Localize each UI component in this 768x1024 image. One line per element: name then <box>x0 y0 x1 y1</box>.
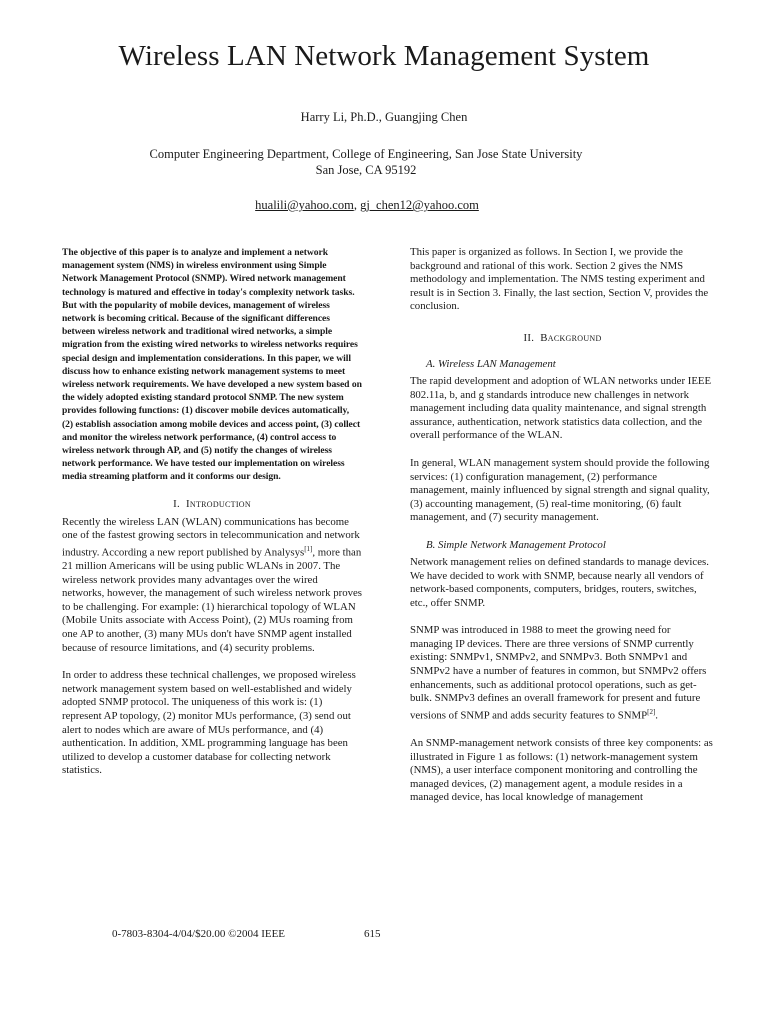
affiliation <box>0 146 732 178</box>
background-paragraph-1: The rapid development and adoption of WLAN networks under IEEE 802.11a, b, and g standards introduce new challenges in network management including data quality maintenance, and signal strength assurance, authentication, network statistics data collection, and the overall performance of the WLAN. <box>410 374 712 442</box>
page-number: 615 <box>364 928 381 940</box>
affiliation-address: San Jose, CA 95192 <box>315 163 417 177</box>
email-separator: , <box>353 198 357 212</box>
author-list: Harry Li, Ph.D., Guangjing Chen <box>300 110 468 124</box>
intro-text-a: Recently the wireless LAN (WLAN) communications has become one of the fastest growing sectors in telecommunication and network industry. According a new report published by Analysys <box>62 515 360 559</box>
section-number: II. <box>523 331 535 344</box>
affiliation-line: Computer Engineering Department, College of Engineering, San Jose State University <box>149 147 583 161</box>
snmp-paragraph-2 <box>410 624 715 723</box>
section-title: Background <box>540 331 602 344</box>
copyright-notice: 0-7803-8304-4/04/$20.00 ©2004 IEEE <box>112 928 286 940</box>
subsection-heading-b: B. Simple Network Management Protocol <box>426 538 606 551</box>
section-title: Introduction <box>185 497 251 510</box>
intro-text-b: , more than 21 million Americans will be using public WLANs in 2007. The wireless network provides many advantages over the wired networks, however, the management of such wireless network proves to be challenging. For example: (1) hierarchical topology of WLAN (Mobile Units associate with Access Point), (2) MUs roaming from one AP to another, (3) many MUs don't have SNMP agent installed because of resource limitations, and (4) security problems. <box>62 546 362 654</box>
snmp-paragraph-1: Network management relies on defined standards to manage devices. We have decided to work with SNMP, because nearly all vendors of network-based components, computers, bridges, routers, switches, etc., offer SNMP. <box>410 555 709 609</box>
snmp-text-a: SNMP was introduced in 1988 to meet the growing need for managing IP devices. There are three versions of SNMP currently existing: SNMPv1, SNMPv2, and SNMPv3. Both SNMPv1 and SNMPv2 have a number of features in common, but SNMPv2 offers enhancements, such as additional protocol operations, such as get-bulk. SNMPv3 defines an overall framework for present and future versions of SNMP and adds security features to SNMP <box>410 624 707 722</box>
email-link-2[interactable]: gj_chen12@yahoo.com <box>360 198 479 212</box>
intro-paragraph-1 <box>62 516 362 656</box>
section-heading-background <box>410 332 715 344</box>
email-link-1[interactable]: hualili@yahoo.com <box>255 198 354 212</box>
background-paragraph-2: In general, WLAN management system should provide the following services: (1) configuration management, (2) performance management, mainly influenced by signal strength and signal quality, (3) accounting management, (5) real-time monitoring, (6) fault management, and (7) security management. <box>410 456 710 524</box>
email-line <box>0 198 734 213</box>
organization-paragraph: This paper is organized as follows. In Section I, we provide the background and rational of this work. Section 2 gives the NMS methodology and implementation. The NMS testing experiment and result is in Section 3. Finally, the last section, Section V, provides the conclusion. <box>410 246 709 313</box>
section-number: I. <box>173 497 180 510</box>
section-heading-introduction <box>62 498 362 510</box>
snmp-text-b: . <box>655 709 658 722</box>
left-column <box>62 246 362 792</box>
subsection-heading-a: A. Wireless LAN Management <box>426 357 556 370</box>
citation-ref: [1] <box>304 544 313 553</box>
intro-paragraph-2: In order to address these technical challenges, we proposed wireless network management system based on well-established and widely adopted SNMP protocol. The uniqueness of this work is: (1) represent AP topology, (2) monitor MUs performance, (3) send out alert to nodes which are aware of MUs performance, and (4) authentication. In addition, XML programming language has been utilized to develop a customer database for collecting network statistics. <box>62 669 356 777</box>
snmp-paragraph-3: An SNMP-management network consists of three key components: as illustrated in Figure 1 as follows: (1) network-management system (NMS), a user interface component monitoring and controlling the managed devices, (2) management agent, a module resides in a managed device, has local knowledge of management <box>410 737 713 804</box>
paper-title: Wireless LAN Network Management System <box>118 40 650 72</box>
citation-ref: [2] <box>647 707 656 716</box>
right-column <box>410 246 715 819</box>
abstract: The objective of this paper is to analyze and implement a network management system (NMS) in wireless environment using Simple Network Management Protocol (SNMP). Wired network management technology is matured and effective in today's complexity network tasks. But with the popularity of mobile devices, management of wireless network is becoming critical. Because of the significant differences between wireless network and traditional wired networks, a simple migration from the existing wired networks to wireless networks requires special design and implementation considerations. In this paper, we will discuss how to enhance existing network management systems to meet wireless network requirements. We have developed a new system based on the widely adopted existing standard protocol SNMP. The new system provides following functions: (1) discover mobile devices automatically, (2) establish association among mobile devices and access point, (3) collect and monitor the wireless network performance, (4) control access to wireless network through AP, and (5) notify the changes of wireless network performance. We have tested our implementation on wireless media streaming platform and it conforms our design. <box>62 247 362 483</box>
